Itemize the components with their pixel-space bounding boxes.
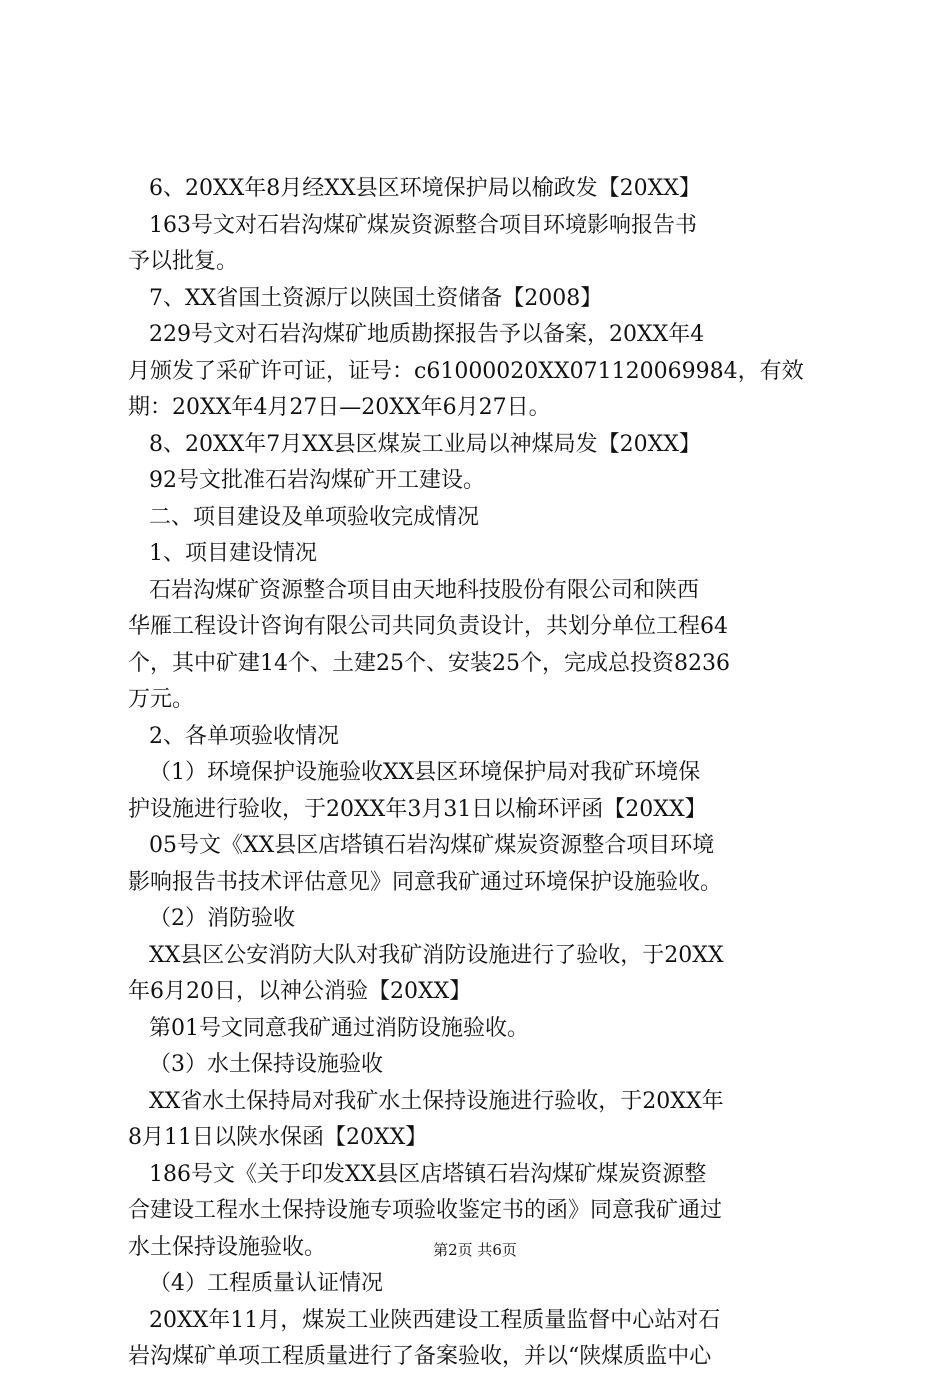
body-line: 影响报告书技术评估意见》同意我矿通过环境保护设施验收。 <box>128 869 723 895</box>
body-line: 7、XX省国土资源厅以陕国土资储备【2008】 <box>128 285 603 311</box>
body-line: 20XX年11月，煤炭工业陕西建设工程质量监督中心站对石 <box>128 1307 721 1333</box>
body-line: 8月11日以陕水保函【20XX】 <box>128 1125 428 1150</box>
body-line: 护设施进行验收，于20XX年3月31日以榆环评函【20XX】 <box>128 796 707 822</box>
body-line: 期：20XX年4月27日—20XX年6月27日。 <box>128 395 551 420</box>
body-line: 92号文批准石岩沟煤矿开工建设。 <box>128 468 485 493</box>
page-number-footer: 第2页 共6页 <box>433 1241 517 1259</box>
body-line: XX县区公安消防大队对我矿消防设施进行了验收，于20XX <box>128 942 724 968</box>
body-line: 水土保持设施验收。 <box>128 1234 327 1260</box>
subsection-heading: 2、各单项验收情况 <box>128 723 339 749</box>
item-heading: （4）工程质量认证情况 <box>128 1271 383 1296</box>
body-line: 229号文对石岩沟煤矿地质勘探报告予以备案，20XX年4 <box>128 322 705 347</box>
body-line: 月颁发了采矿许可证，证号：c61000020XX071120069984，有效 <box>128 358 804 384</box>
body-line: 合建设工程水土保持设施专项验收鉴定书的函》同意我矿通过 <box>128 1198 723 1223</box>
body-line: 岩沟煤矿单项工程质量进行了备案验收，并以“陕煤质监中心 <box>128 1344 712 1369</box>
item-heading: （2）消防验收 <box>128 906 295 931</box>
body-line: 186号文《关于印发XX县区店塔镇石岩沟煤矿煤炭资源整 <box>128 1161 707 1187</box>
body-line: 163号文对石岩沟煤矿煤炭资源整合项目环境影响报告书 <box>128 212 697 238</box>
body-line: 8、20XX年7月XX县区煤炭工业局以神煤局发【20XX】 <box>128 431 701 457</box>
body-line: 万元。 <box>128 687 195 712</box>
document-body <box>128 171 833 1376</box>
section-heading: 二、项目建设及单项验收完成情况 <box>128 504 479 530</box>
body-line: 华雁工程设计咨询有限公司共同负责设计，共划分单位工程64 <box>128 614 728 639</box>
body-line: XX省水土保持局对我矿水土保持设施进行验收，于20XX年 <box>128 1088 724 1114</box>
body-line: 05号文《XX县区店塔镇石岩沟煤矿煤炭资源整合项目环境 <box>128 833 715 858</box>
body-line: 予以批复。 <box>128 249 239 274</box>
item-heading: （3）水土保持设施验收 <box>128 1052 383 1077</box>
body-line: 年6月20日，以神公消验【20XX】 <box>128 979 472 1004</box>
body-line: 6、20XX年8月经XX县区环境保护局以榆政发【20XX】 <box>128 176 701 201</box>
body-line: 个，其中矿建14个、土建25个、安装25个，完成总投资8236 <box>128 650 730 676</box>
subsection-heading: 1、项目建设情况 <box>128 541 317 566</box>
body-line: 第01号文同意我矿通过消防设施验收。 <box>128 1015 529 1041</box>
body-line: （1）环境保护设施验收XX县区环境保护局对我矿环境保 <box>128 760 701 785</box>
body-line: 石岩沟煤矿资源整合项目由天地科技股份有限公司和陕西 <box>128 577 699 603</box>
